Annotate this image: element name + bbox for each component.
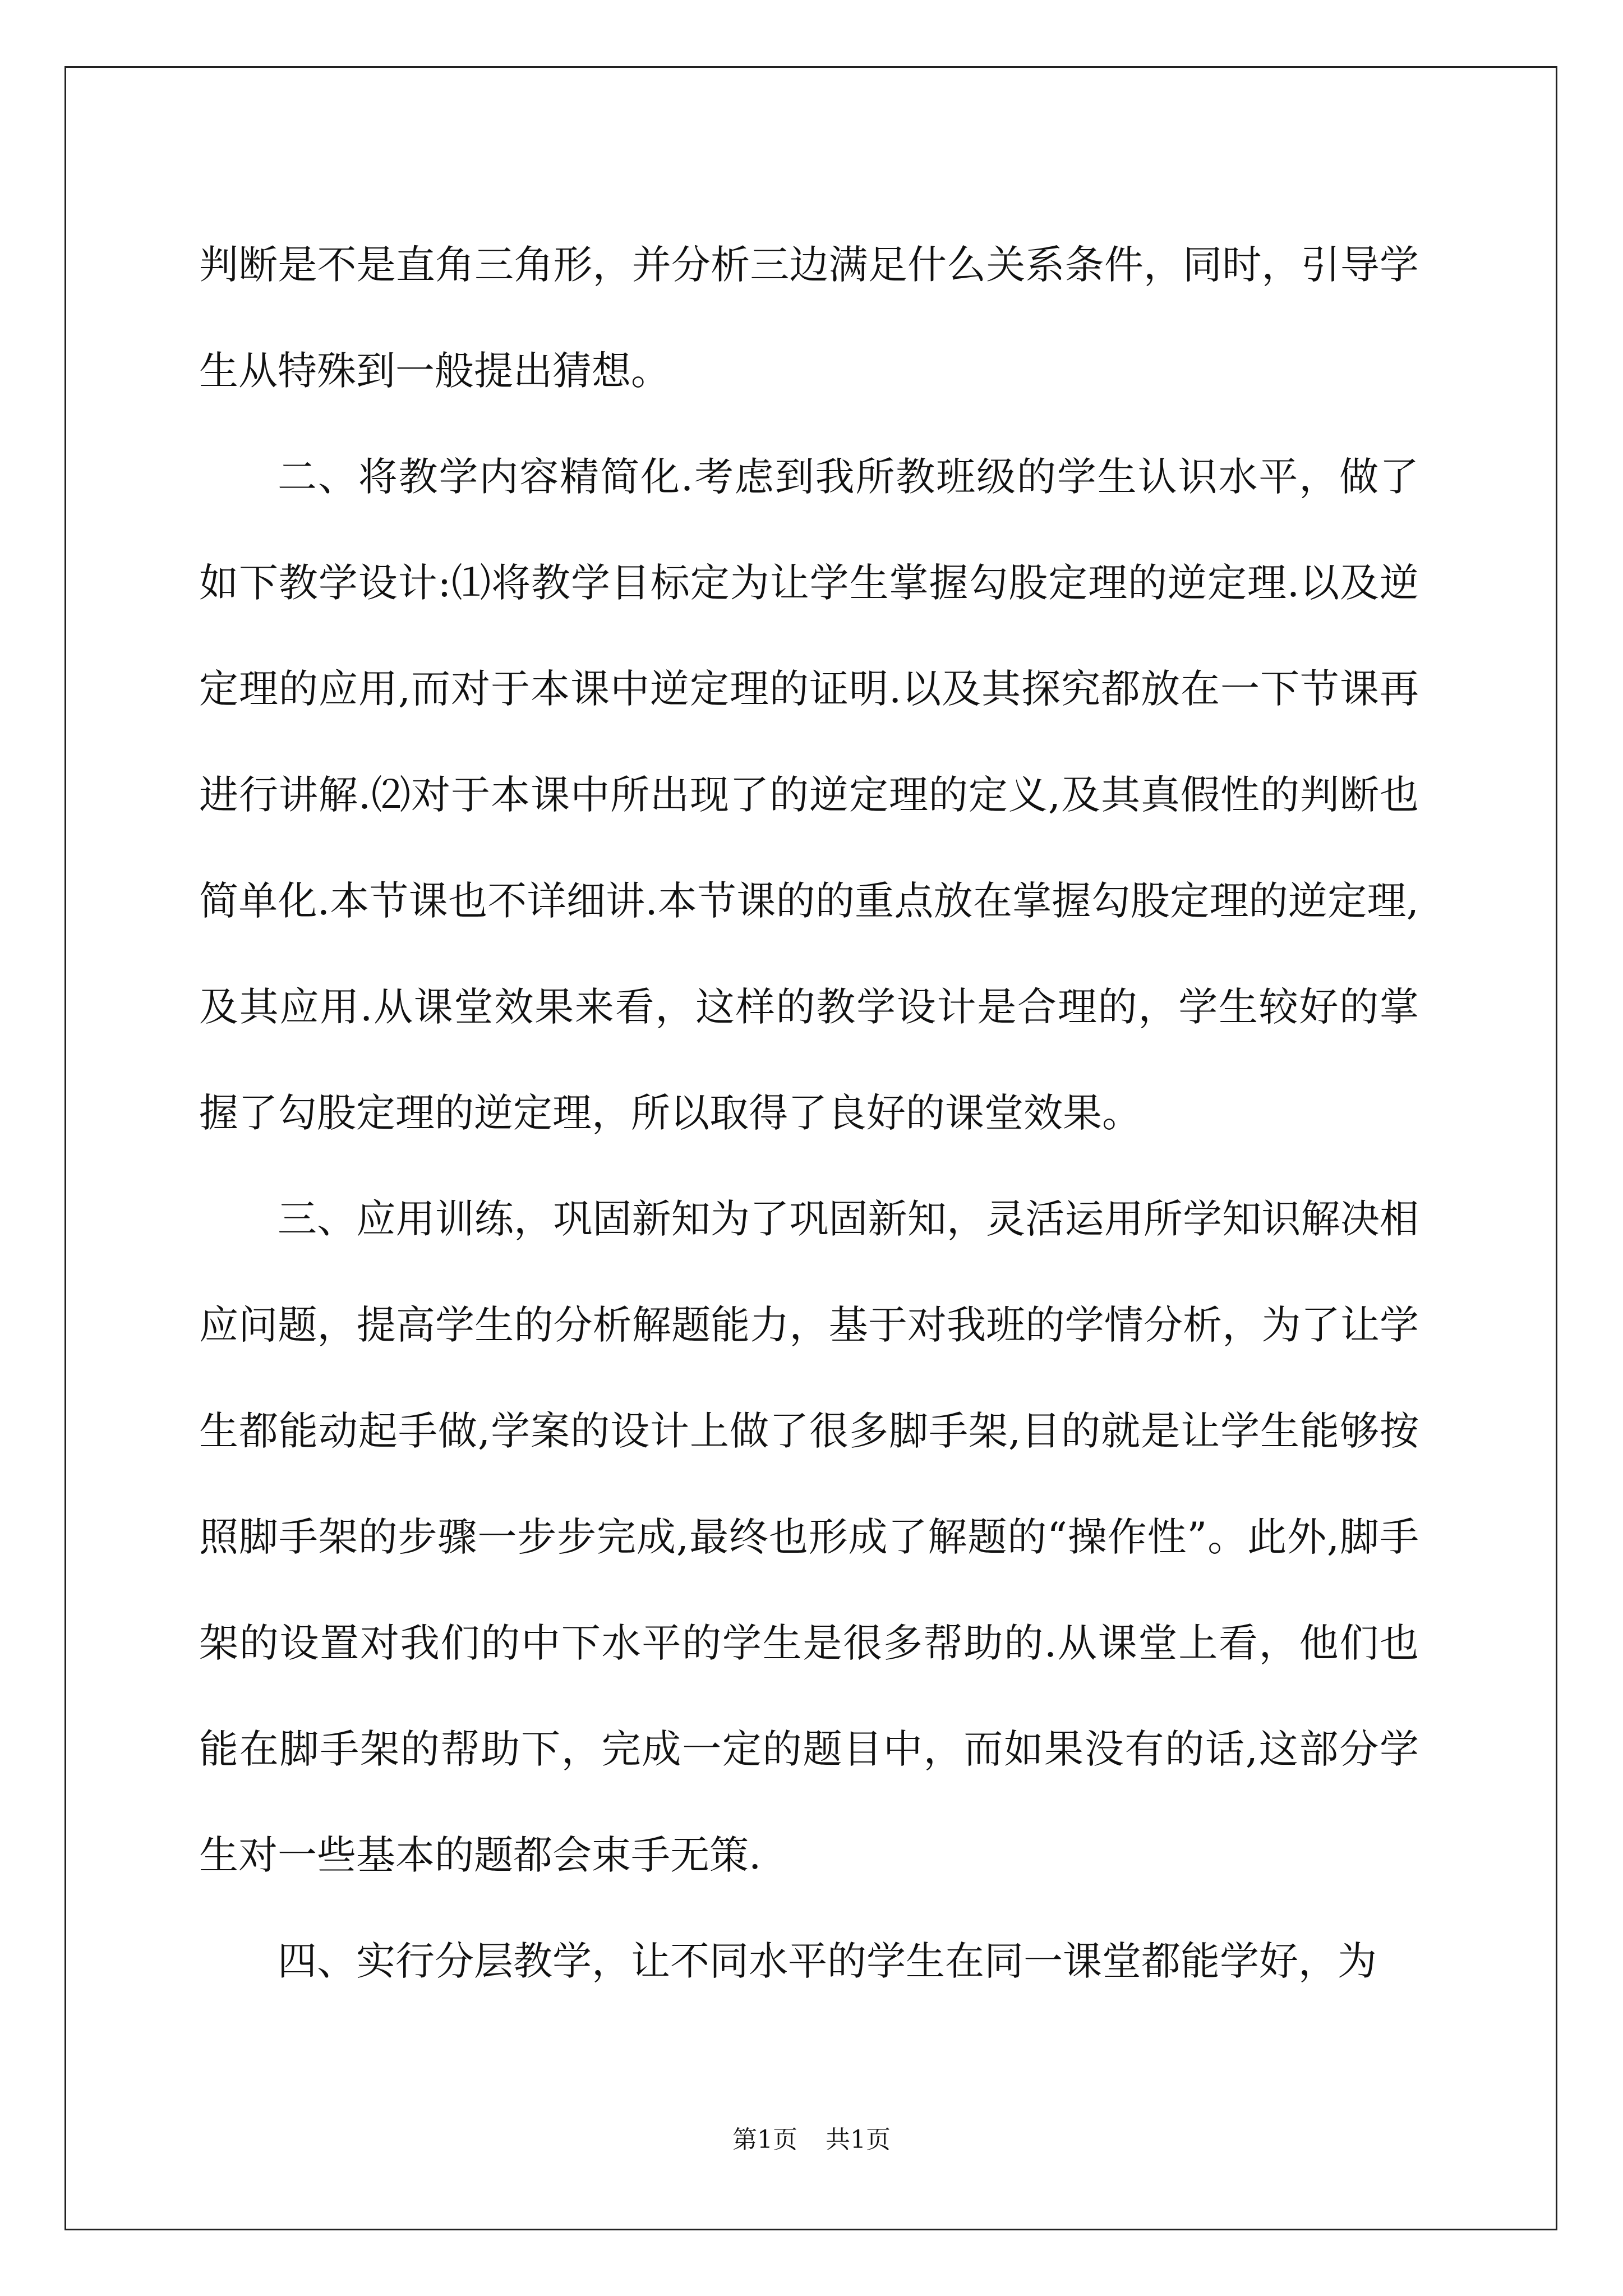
document-body <box>199 212 1419 2014</box>
page-number: 第1页 <box>732 2125 797 2154</box>
page-footer <box>0 2123 1623 2157</box>
paragraph-3: 三、应用训练，巩固新知为了巩固新知，灵活运用所学知识解决相应问题，提高学生的分析解题能力，基于对我班的学情分析，为了让学生都能动起手做,学案的设计上做了很多脚手架,目的就是让学生能够按照脚手架的步骤一步步完成,最终也形成了解题的“操作性”。此外,脚手架的设置对我们的中下水平的学生是很多帮助的.从课堂上看，他们也能在脚手架的帮助下，完成一定的题目中，而如果没有的话,这部分学生对一些基本的题都会束手无策. <box>199 1196 1419 1878</box>
paragraph-1: 判断是不是直角三角形，并分析三边满足什么关系条件，同时，引导学生从特殊到一般提出猜想。 <box>199 242 1419 394</box>
paragraph-4: 四、实行分层教学，让不同水平的学生在同一课堂都能学好，为 <box>278 1938 1377 1984</box>
paragraph-2: 二、将教学内容精简化.考虑到我所教班级的学生认识水平，做了如下教学设计:⑴将教学目标定为让学生掌握勾股定理的逆定理.以及逆定理的应用,而对于本课中逆定理的证明.以及其探究都放在一下节课再进行讲解.⑵对于本课中所出现了的逆定理的定义,及其真假性的判断也简单化.本节课也不详细讲.本节课的的重点放在掌握勾股定理的逆定理,及其应用.从课堂效果来看，这样的教学设计是合理的，学生较好的掌握了勾股定理的逆定理，所以取得了良好的课堂效果。 <box>199 454 1419 1136</box>
page-total: 共1页 <box>826 2125 891 2154</box>
